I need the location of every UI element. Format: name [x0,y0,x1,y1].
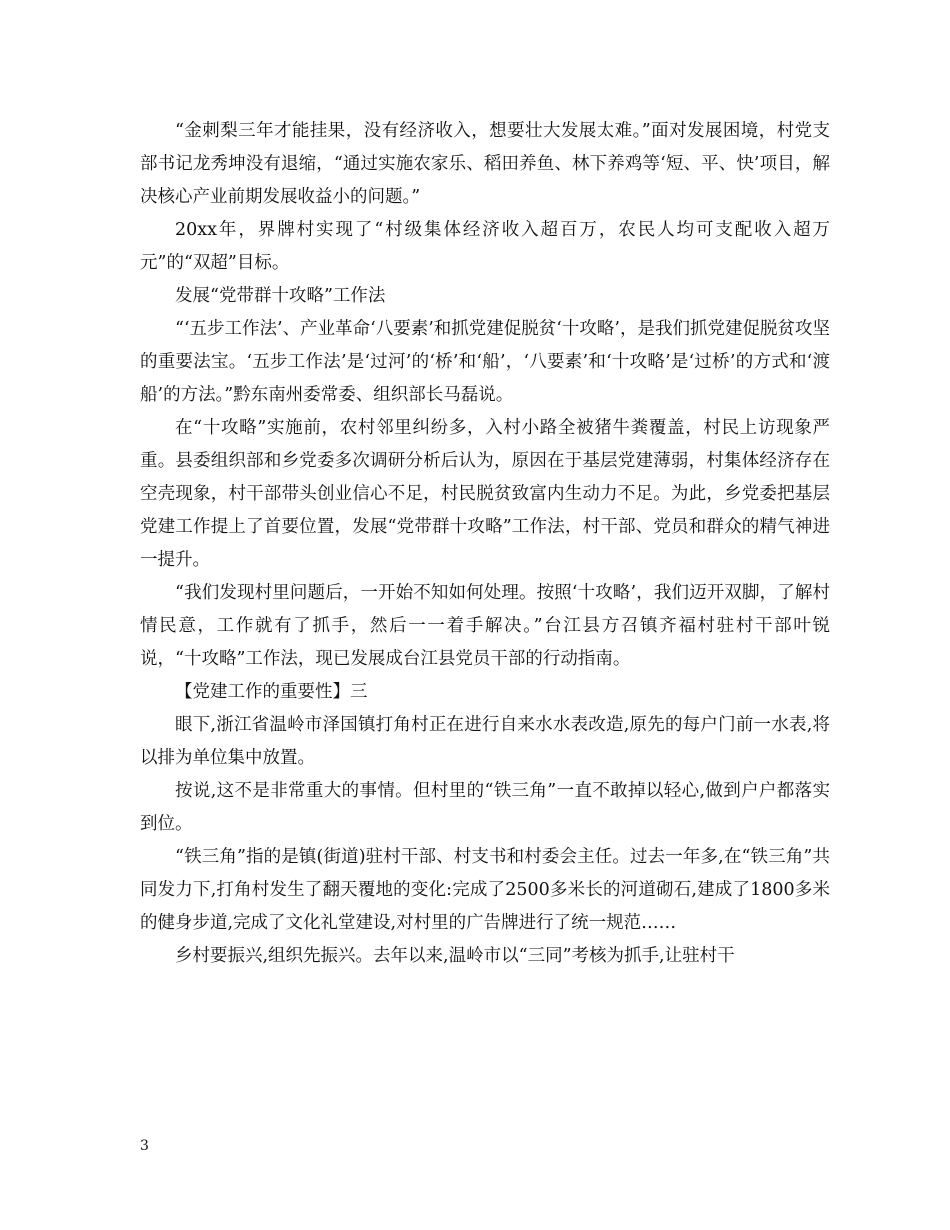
page-number: 3 [140,1138,149,1154]
paragraph: “金刺梨三年才能挂果，没有经济收入，想要壮大发展太难。”面对发展困境，村党支部书记龙秀坤没有退缩，“通过实施农家乐、稻田养鱼、林下养鸡等‘短、平、快’项目，解决核心产业前期发展收益小的问题。” [140,121,830,207]
paragraph: “我们发现村里问题后，一开始不知如何处理。按照‘十攻略’，我们迈开双脚，了解村情民意，工作就有了抓手，然后一一着手解决。”台江县方召镇齐福村驻村干部叶锐说，“十攻略”工作法，现已发展成台江县党员干部的行动指南。 [140,583,830,669]
paragraph: “‘五步工作法’、产业革命‘八要素’和抓党建促脱贫‘十攻略’，是我们抓党建促脱贫攻坚的重要法宝。‘五步工作法’是‘过河’的‘桥’和‘船’，‘八要素’和‘十攻略’是‘过桥’的方式和‘渡船’的方法。”黔东南州委常委、组织部长马磊说。 [140,319,830,405]
paragraph: 按说,这不是非常重大的事情。但村里的“铁三角”一直不敢掉以轻心,做到户户都落实到位。 [140,781,830,834]
paragraph: “铁三角”指的是镇(街道)驻村干部、村支书和村委会主任。过去一年多,在“铁三角”共同发力下,打角村发生了翻天覆地的变化:完成了2500多米长的河道砌石,建成了1800多米的健身步道,完成了文化礼堂建设,对村里的广告牌进行了统一规范…… [140,847,830,933]
paragraph: 眼下,浙江省温岭市泽国镇打角村正在进行自来水水表改造,原先的每户门前一水表,将以排为单位集中放置。 [140,715,830,768]
document-body [140,115,830,973]
paragraph: 在“十攻略”实施前，农村邻里纠纷多，入村小路全被猪牛粪覆盖，村民上访现象严重。县委组织部和乡党委多次调研分析后认为，原因在于基层党建薄弱，村集体经济存在空壳现象，村干部带头创业信心不足，村民脱贫致富内生动力不足。为此，乡党委把基层党建工作提上了首要位置，发展“党带群十攻略”工作法，村干部、党员和群众的精气神进一提升。 [140,418,830,570]
paragraph: 乡村要振兴,组织先振兴。去年以来,温岭市以“三同”考核为抓手,让驻村干 [175,946,735,966]
paragraph: 20xx年，界牌村实现了“村级集体经济收入超百万，农民人均可支配收入超万元”的“双超”目标。 [140,220,830,273]
section-heading: 发展“党带群十攻略”工作法 [175,286,386,306]
section-heading: 【党建工作的重要性】三 [175,682,368,702]
